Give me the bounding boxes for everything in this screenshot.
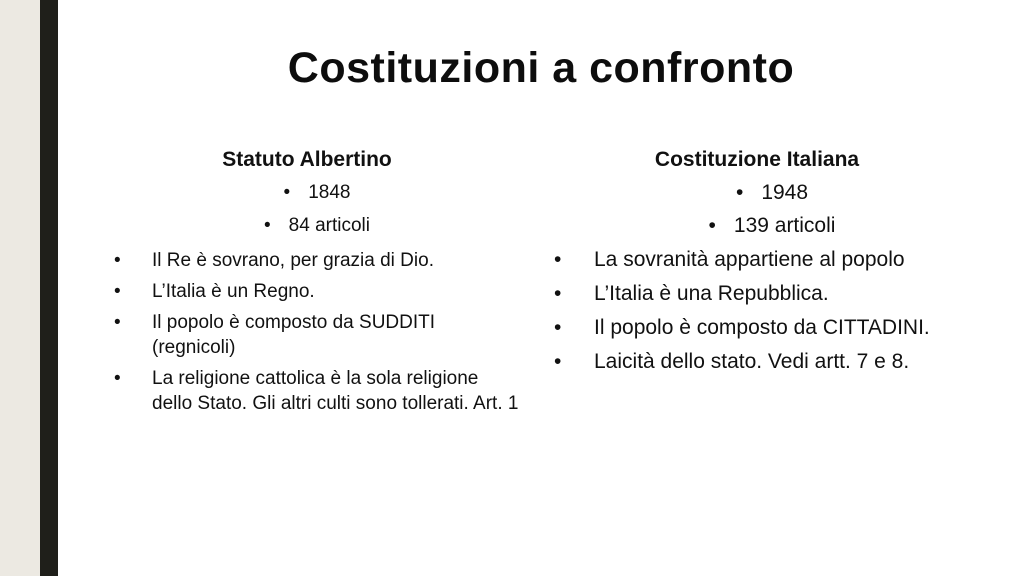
bullet-icon: •	[735, 181, 744, 204]
right-column	[552, 148, 992, 381]
list-item-text: L’Italia è una Repubblica.	[594, 282, 829, 306]
bullet-icon: •	[114, 311, 121, 333]
list-item-text: Laicità dello stato. Vedi artt. 7 e 8.	[594, 349, 910, 373]
right-column-heading: Costituzione Italiana	[654, 148, 860, 171]
list-item-text: La religione cattolica è la sola religione dello Stato. Gli altri culti sono tollerati. Art. 1	[152, 367, 519, 414]
list-item-text: L’Italia è un Regno.	[152, 280, 315, 302]
list-item	[552, 314, 992, 342]
left-centered-list	[112, 182, 522, 238]
list-item-text: La sovranità appartiene al popolo	[594, 248, 905, 272]
left-column	[112, 148, 522, 422]
list-item	[112, 310, 522, 360]
bullet-icon: •	[114, 249, 121, 271]
bullet-icon: •	[554, 315, 562, 339]
list-item	[552, 280, 992, 308]
right-centered-item	[552, 213, 992, 238]
bullet-icon: •	[708, 214, 716, 238]
slide-accent-bar	[40, 0, 58, 576]
list-item	[112, 279, 522, 304]
right-bullet-list	[552, 246, 992, 375]
bullet-icon: •	[283, 182, 291, 203]
left-year: 1848	[308, 182, 351, 203]
right-centered-list	[552, 180, 992, 238]
bullet-icon: •	[554, 349, 562, 373]
left-centered-item	[112, 215, 522, 238]
bullet-icon: •	[554, 248, 562, 272]
left-bullet-list	[112, 248, 522, 416]
left-centered-item	[112, 182, 522, 205]
list-item	[112, 366, 522, 416]
list-item-text: Il Re è sovrano, per grazia di Dio.	[152, 249, 434, 271]
bullet-icon: •	[264, 214, 271, 236]
list-item-text: Il popolo è composto da CITTADINI.	[594, 315, 930, 339]
list-item-text: Il popolo è composto da SUDDITI (regnicoli)	[152, 311, 436, 358]
right-year: 1948	[761, 181, 809, 204]
slide-title: Costituzioni a confronto	[287, 44, 795, 92]
left-article-count: 84 articoli	[288, 214, 370, 236]
slide-left-margin	[0, 0, 40, 576]
bullet-icon: •	[114, 280, 121, 302]
list-item	[552, 348, 992, 376]
list-item	[112, 248, 522, 273]
right-centered-item	[552, 180, 992, 205]
left-column-heading: Statuto Albertino	[222, 148, 392, 171]
bullet-icon: •	[554, 282, 562, 306]
list-item	[552, 246, 992, 274]
bullet-icon: •	[114, 367, 121, 389]
right-article-count: 139 articoli	[733, 214, 836, 238]
